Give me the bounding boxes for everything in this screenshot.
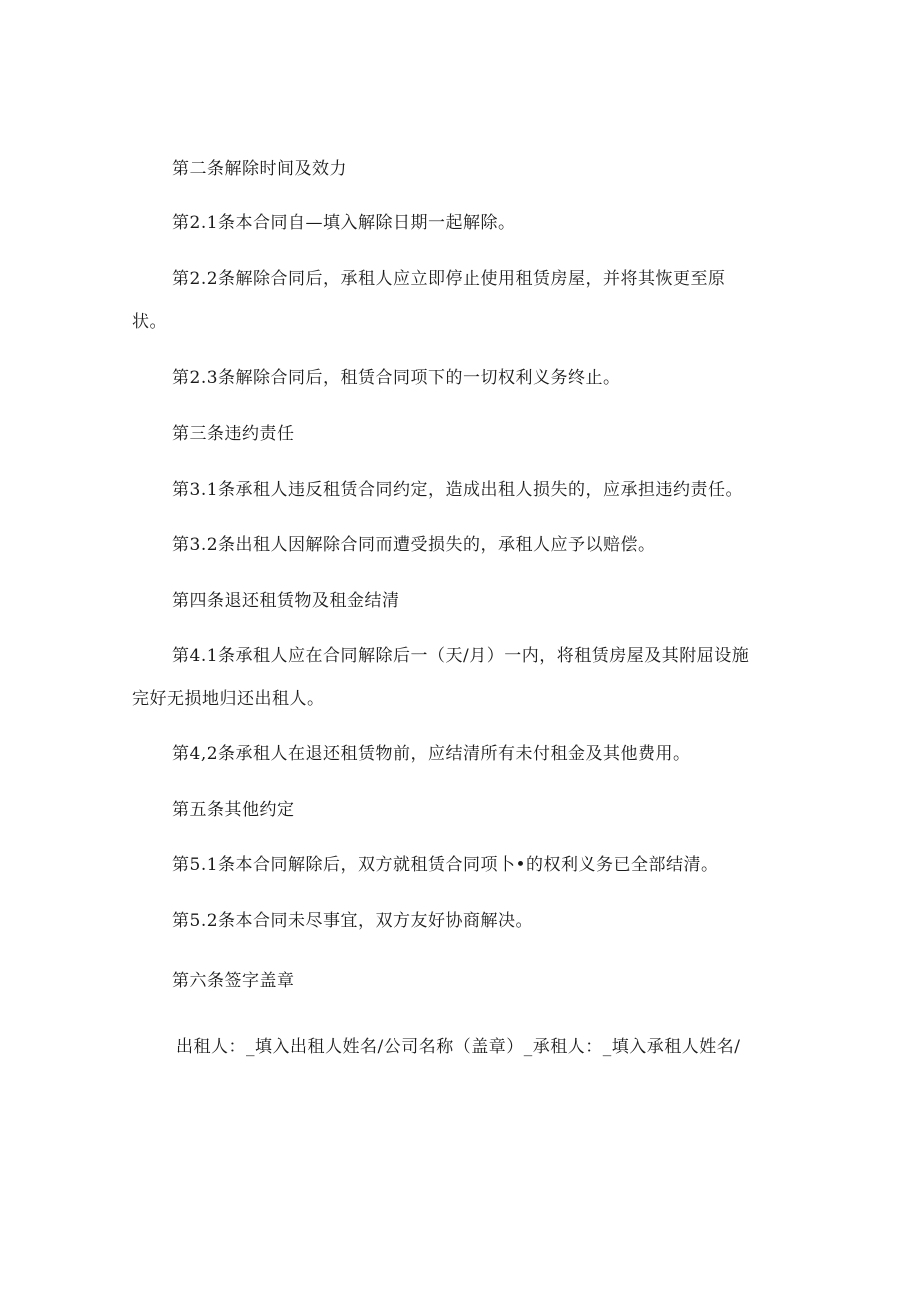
section-heading-2: 第二条解除时间及效力 <box>172 159 347 179</box>
clause-2-3: 第2.3条解除合同后，租赁合同项下的一切权利义务终止。 <box>172 368 621 388</box>
clause-4-1: 第4.1条承租人应在合同解除后一（天/月）一内，将租赁房屋及其附屈设施 <box>172 646 750 666</box>
clause-4-2: 第4,2条承租人在退还租赁物前，应结清所有未付租金及其他费用。 <box>172 744 691 764</box>
clause-3-1: 第3.1条承租人违反租赁合同约定，造成出租人损失的，应承担违约责任。 <box>172 480 744 500</box>
section-heading-3: 第三条违约责任 <box>172 424 295 444</box>
section-heading-6: 第六条签字盖章 <box>172 971 295 991</box>
clause-5-2: 第5.2条本合同未尽事宜，双方友好协商解决。 <box>172 911 534 931</box>
section-heading-4: 第四条退还租赁物及租金结清 <box>172 591 400 611</box>
clause-3-2: 第3.2条出租人因解除合同而遭受损失的，承租人应予以赔偿。 <box>172 535 656 555</box>
clause-5-1: 第5.1条本合同解除后，双方就租赁合同项卜•的权利义务已全部结清。 <box>172 855 719 875</box>
clause-2-2: 第2.2条解除合同后，承租人应立即停止使用租赁房屋，并将其恢更至原 <box>172 269 726 289</box>
clause-2-2-continued: 状。 <box>132 312 167 332</box>
section-heading-5: 第五条其他约定 <box>172 800 295 820</box>
clause-4-1-continued: 完好无损地归还出租人。 <box>132 689 325 709</box>
clause-2-1: 第2.1条本合同自—填入解除日期一起解除。 <box>172 213 516 233</box>
signature-line: 出租人：_填入出租人姓名/公司名称（盖章）_承租人：_填入承租人姓名/ <box>176 1037 741 1057</box>
